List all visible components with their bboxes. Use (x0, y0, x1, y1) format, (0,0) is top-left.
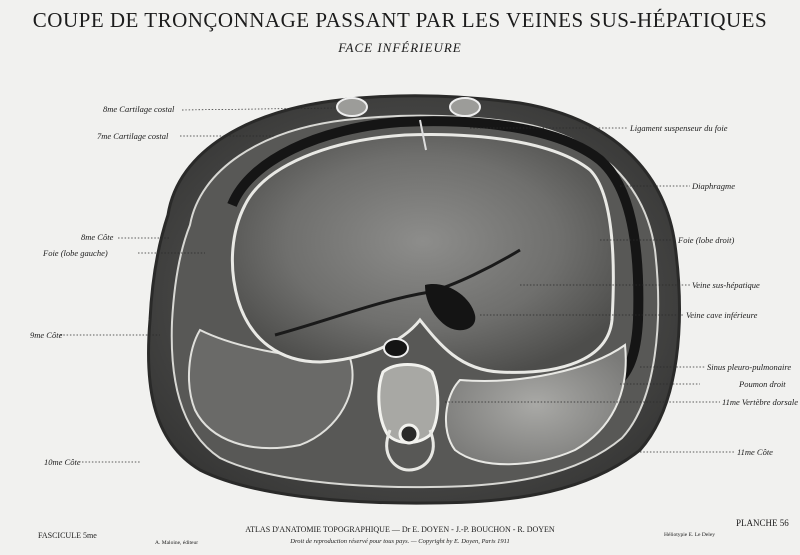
footer-atlas: ATLAS D'ANATOMIE TOPOGRAPHIQUE — Dr E. DOYEN - J.-P. BOUCHON - R. DOYEN (245, 525, 555, 534)
costal-cartilage-left (337, 98, 367, 116)
label-sinus: Sinus pleuro-pulmonaire (707, 362, 792, 372)
spinal-canal (400, 425, 418, 443)
label-11th-rib: 11me Côte (737, 447, 773, 457)
label-diaphragm: Diaphragme (692, 181, 735, 191)
label-liver-right-lobe: Foie (lobe droit) (678, 235, 735, 245)
label-8th-rib: 8me Côte (81, 232, 114, 242)
footer-copyright: Droit de reproduction réservé pour tous pays. — Copyright by E. Doyen, Paris 1911 (290, 538, 510, 545)
label-ligament: Ligament suspenseur du foie (630, 123, 728, 133)
label-7th-costal-cartilage: 7me Cartilage costal (97, 131, 169, 141)
label-9th-rib: 9me Côte (30, 330, 63, 340)
footer-planche: PLANCHE 56 (736, 518, 789, 528)
label-liver-left-lobe: Foie (lobe gauche) (43, 248, 108, 258)
label-10th-rib: 10me Côte (44, 457, 81, 467)
page-title: COUPE DE TRONÇONNAGE PASSANT PAR LES VEINES SUS-HÉPATIQUES (32, 8, 768, 32)
label-right-lung: Poumon droit (739, 379, 786, 389)
label-vena-cava: Veine cave inférieure (686, 310, 758, 320)
footer-heliotypie: Héliotypie E. Le Deley (664, 532, 716, 538)
footer-fascicule: FASCICULE 5me (38, 531, 97, 540)
aorta (384, 339, 408, 357)
page-subtitle: FACE INFÉRIEURE (338, 40, 462, 55)
label-8th-costal-cartilage: 8me Cartilage costal (103, 104, 175, 114)
label-hepatic-vein: Veine sus-hépatique (692, 280, 760, 290)
costal-cartilage-right (450, 98, 480, 116)
label-11th-vertebra: 11me Vertèbre dorsale (722, 397, 799, 407)
footer-editeur: A. Maloine, éditeur (155, 540, 199, 546)
